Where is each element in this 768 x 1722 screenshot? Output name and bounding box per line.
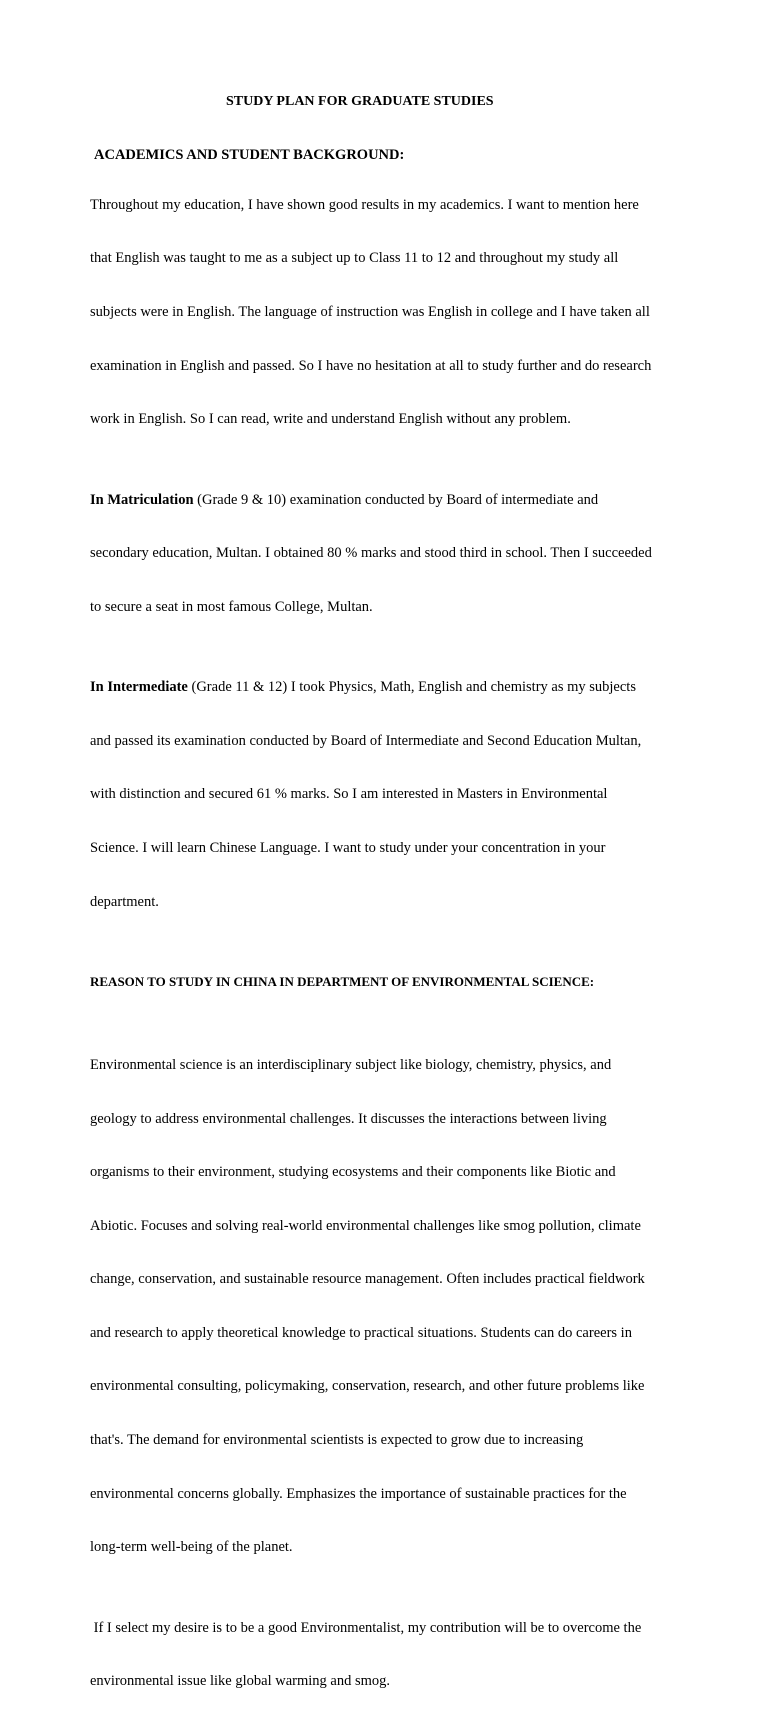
paragraph-intermediate <box>90 647 690 942</box>
paragraph-academics-intro <box>90 165 690 460</box>
matriculation-lead: In Matriculation <box>90 491 194 508</box>
text-line: geology to address environmental challenges. It discusses the interactions between living <box>90 1110 607 1127</box>
text-line: change, conservation, and sustainable resource management. Often includes practical fieldwork <box>90 1271 645 1288</box>
document-title: STUDY PLAN FOR GRADUATE STUDIES <box>226 94 494 109</box>
text-line: that English was taught to me as a subject up to Class 11 to 12 and throughout my study all <box>90 250 619 267</box>
text-line: subjects were in English. The language of instruction was English in college and I have taken all <box>90 303 650 320</box>
text-line: Throughout my education, I have shown good results in my academics. I want to mention here <box>90 196 639 213</box>
text-line: environmental consulting, policymaking, conservation, research, and other future problems like <box>90 1378 645 1395</box>
text-line: and passed its examination conducted by Board of Intermediate and Second Education Multan, <box>90 732 642 749</box>
text-line: environmental concerns globally. Emphasizes the importance of sustainable practices for the <box>90 1485 627 1502</box>
paragraph-matriculation <box>90 460 690 648</box>
intermediate-lead: In Intermediate <box>90 679 188 696</box>
paragraph-contribution <box>90 1588 690 1722</box>
paragraph-environmental-science <box>90 1025 690 1588</box>
text-line <box>90 674 690 701</box>
text-line: long-term well-being of the planet. <box>90 1539 293 1556</box>
text-fragment: (Grade 9 & 10) examination conducted by Board of intermediate and <box>193 491 599 508</box>
text-line: work in English. So I can read, write and understand English without any problem. <box>90 411 571 428</box>
text-line <box>90 487 690 514</box>
section-heading-reason: REASON TO STUDY IN CHINA IN DEPARTMENT OF ENVIRONMENTAL SCIENCE: <box>90 974 595 990</box>
text-line: environmental issue like global warming and smog. <box>90 1673 391 1690</box>
text-line: department. <box>90 893 159 910</box>
text-line: secondary education, Multan. I obtained 80 % marks and stood third in school. Then I succeeded <box>90 545 652 562</box>
paragraph-spacer <box>90 992 690 1025</box>
text-line: that's. The demand for environmental scientists is expected to grow due to increasing <box>90 1432 584 1449</box>
text-fragment: (Grade 11 & 12) I took Physics, Math, English and chemistry as my subjects <box>187 679 636 696</box>
document-body <box>90 92 690 1722</box>
text-line: organisms to their environment, studying ecosystems and their components like Biotic and <box>90 1164 616 1181</box>
section-heading-academics: ACADEMICS AND STUDENT BACKGROUND: <box>94 147 405 163</box>
text-line: If I select my desire is to be a good Environmentalist, my contribution will be to overcome the <box>90 1619 642 1636</box>
text-line: Abiotic. Focuses and solving real-world environmental challenges like smog pollution, climate <box>90 1217 641 1234</box>
text-line: Environmental science is an interdisciplinary subject like biology, chemistry, physics, and <box>90 1056 612 1073</box>
text-line: Science. I will learn Chinese Language. I want to study under your concentration in your <box>90 839 606 856</box>
text-line: to secure a seat in most famous College, Multan. <box>90 598 373 615</box>
text-line: examination in English and passed. So I have no hesitation at all to study further and do research <box>90 357 652 374</box>
text-line: and research to apply theoretical knowledge to practical situations. Students can do careers in <box>90 1324 632 1341</box>
text-line: with distinction and secured 61 % marks. So I am interested in Masters in Environmental <box>90 786 608 803</box>
